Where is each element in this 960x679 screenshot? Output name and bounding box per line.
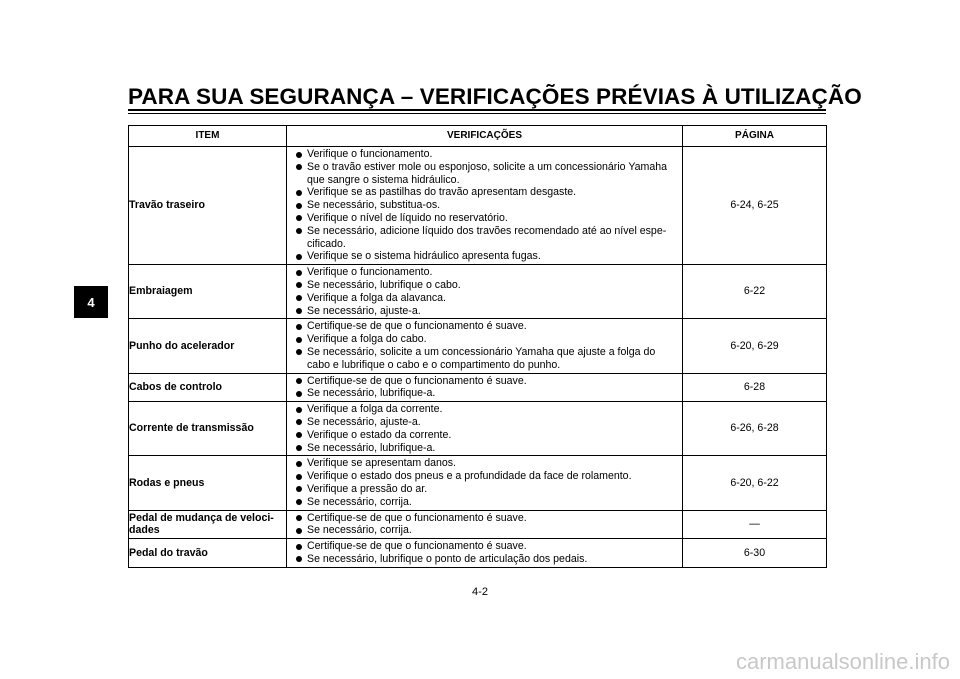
table-header-row (129, 126, 827, 147)
check-list-item: Certifique-se de que o funcionamento é suave. (307, 512, 678, 525)
check-list-item: Certifique-se de que o funcionamento é suave. (307, 540, 678, 553)
title-underline (128, 109, 826, 111)
pre-operation-checks-table (128, 125, 827, 568)
check-list-item: Se necessário, substitua-os. (307, 199, 678, 212)
check-list-item: Verifique o funcionamento. (307, 148, 678, 161)
table-row (129, 539, 827, 568)
checks-cell (287, 510, 683, 539)
check-list-item: Se necessário, corrija. (307, 496, 678, 509)
item-cell: Cabos de controlo (129, 373, 287, 402)
check-list-item: Se necessário, solicite a um concessionário Yamaha que ajuste a folga do cabo e lubrifique o cabo e o compartimento do punho. (307, 346, 678, 372)
check-list-item: Verifique a folga da corrente. (307, 403, 678, 416)
page-cell: 6-30 (683, 539, 827, 568)
item-cell: Punho do acelerador (129, 319, 287, 373)
header-page: PÁGINA (683, 126, 827, 147)
check-list-item: Se necessário, lubrifique-a. (307, 442, 678, 455)
checks-cell (287, 373, 683, 402)
page-cell: 6-24, 6-25 (683, 147, 827, 265)
table-row (129, 319, 827, 373)
page-cell: 6-22 (683, 265, 827, 319)
table-row (129, 373, 827, 402)
checks-cell (287, 402, 683, 456)
check-list-item: Verifique a pressão do ar. (307, 483, 678, 496)
checks-list (287, 265, 682, 318)
check-list-item: Se necessário, lubrifique-a. (307, 387, 678, 400)
item-cell: Travão traseiro (129, 147, 287, 265)
item-cell: Embraiagem (129, 265, 287, 319)
page-cell: — (683, 510, 827, 539)
header-checks: VERIFICAÇÕES (287, 126, 683, 147)
page-cell: 6-26, 6-28 (683, 402, 827, 456)
item-cell: Rodas e pneus (129, 456, 287, 510)
check-list-item: Se necessário, adicione líquido dos travões recomendado até ao nível espe-cificado. (307, 225, 678, 251)
check-list-item: Verifique se o sistema hidráulico apresenta fugas. (307, 250, 678, 263)
check-list-item: Se necessário, lubrifique o ponto de articulação dos pedais. (307, 553, 678, 566)
checks-list (287, 511, 682, 539)
page-cell: 6-20, 6-22 (683, 456, 827, 510)
table-row (129, 147, 827, 265)
checks-list (287, 319, 682, 372)
check-list-item: Verifique o estado dos pneus e a profundidade da face de rolamento. (307, 470, 678, 483)
check-list-item: Verifique a folga da alavanca. (307, 292, 678, 305)
table-row (129, 510, 827, 539)
item-cell: Pedal de mudança de veloci-dades (129, 510, 287, 539)
page-number: 4-2 (472, 586, 488, 598)
checks-cell (287, 456, 683, 510)
checks-list (287, 456, 682, 509)
checks-list (287, 539, 682, 567)
check-list-item: Se necessário, ajuste-a. (307, 416, 678, 429)
checks-list (287, 147, 682, 264)
check-list-item: Certifique-se de que o funcionamento é suave. (307, 320, 678, 333)
item-cell: Corrente de transmissão (129, 402, 287, 456)
checks-cell (287, 265, 683, 319)
item-cell: Pedal do travão (129, 539, 287, 568)
check-list-item: Verifique o nível de líquido no reservatório. (307, 212, 678, 225)
check-list-item: Se necessário, lubrifique o cabo. (307, 279, 678, 292)
table-row (129, 265, 827, 319)
check-list-item: Certifique-se de que o funcionamento é suave. (307, 375, 678, 388)
page-title: PARA SUA SEGURANÇA – VERIFICAÇÕES PRÉVIAS À UTILIZAÇÃO (128, 84, 862, 109)
check-list-item: Verifique se apresentam danos. (307, 457, 678, 470)
title-underline-thin (128, 113, 826, 114)
check-list-item: Se o travão estiver mole ou esponjoso, solicite a um concessionário Yamaha que sangre o sistema hidráulico. (307, 161, 678, 187)
header-item: ITEM (129, 126, 287, 147)
checks-list (287, 402, 682, 455)
page-cell: 6-28 (683, 373, 827, 402)
page-cell: 6-20, 6-29 (683, 319, 827, 373)
check-list-item: Verifique a folga do cabo. (307, 333, 678, 346)
checks-cell (287, 539, 683, 568)
checks-list (287, 374, 682, 402)
chapter-tab: 4 (74, 286, 108, 318)
checks-cell (287, 319, 683, 373)
table-row (129, 402, 827, 456)
check-list-item: Se necessário, corrija. (307, 524, 678, 537)
table-row (129, 456, 827, 510)
watermark: carmanualsonline.info (735, 649, 950, 674)
check-list-item: Se necessário, ajuste-a. (307, 305, 678, 318)
check-list-item: Verifique se as pastilhas do travão apresentam desgaste. (307, 186, 678, 199)
check-list-item: Verifique o estado da corrente. (307, 429, 678, 442)
table-body (129, 147, 827, 568)
check-list-item: Verifique o funcionamento. (307, 266, 678, 279)
checks-cell (287, 147, 683, 265)
